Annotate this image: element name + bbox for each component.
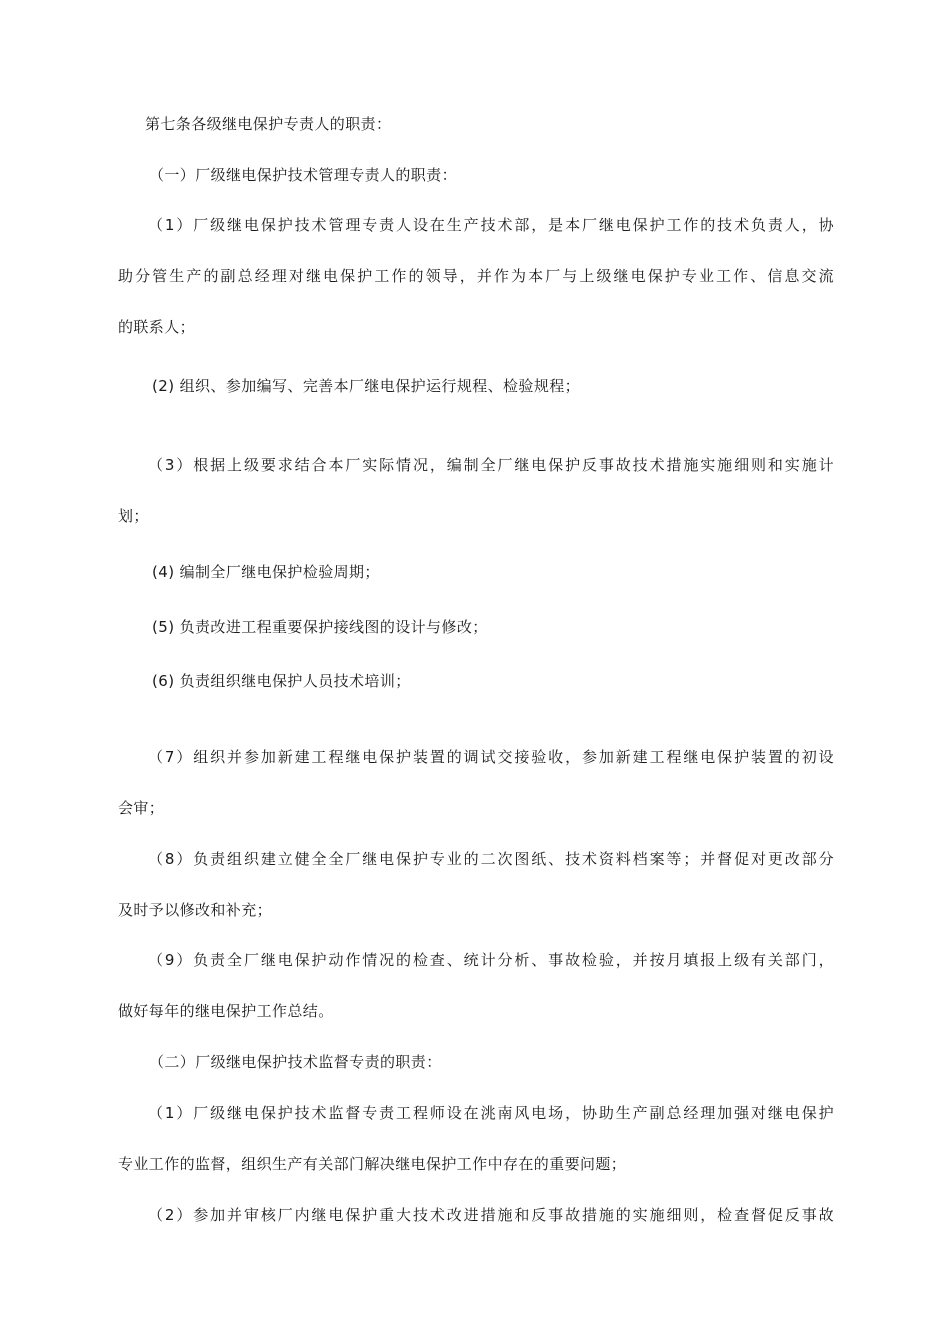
item-4-line-1: (4) 编制全厂继电保护检验周期； xyxy=(152,563,380,581)
section-1-heading: （一）厂级继电保护技术管理专责人的职责： xyxy=(149,166,458,184)
item-7-line-2: 会审； xyxy=(118,799,165,817)
item-8-line-2: 及时予以修改和补充； xyxy=(118,901,273,919)
item-9-line-2: 做好每年的继电保护工作总结。 xyxy=(118,1002,334,1020)
section-2-item-1-line-1: （1）厂级继电保护技术监督专责工程师设在洮南风电场，协助生产副总经理加强对继电保护 xyxy=(148,1104,834,1122)
item-3-line-2: 划； xyxy=(118,507,149,525)
item-1-line-1: （1）厂级继电保护技术管理专责人设在生产技术部，是本厂继电保护工作的技术负责人，协 xyxy=(148,216,834,234)
item-8-line-1: （8）负责组织建立健全全厂继电保护专业的二次图纸、技术资料档案等；并督促对更改部分 xyxy=(148,850,834,868)
item-2-line-1: (2) 组织、参加编写、完善本厂继电保护运行规程、检验规程； xyxy=(152,377,581,395)
item-1-line-3: 的联系人； xyxy=(118,318,196,336)
section-2-heading: （二）厂级继电保护技术监督专责的职责： xyxy=(149,1053,442,1071)
item-6-line-1: (6) 负责组织继电保护人员技术培训； xyxy=(152,672,411,690)
item-7-line-1: （7）组织并参加新建工程继电保护装置的调试交接验收，参加新建工程继电保护装置的初设 xyxy=(148,748,834,766)
item-9-line-1: （9）负责全厂继电保护动作情况的检查、统计分析、事故检验，并按月填报上级有关部门， xyxy=(148,951,834,969)
section-2-item-2-line-1: （2）参加并审核厂内继电保护重大技术改进措施和反事故措施的实施细则，检查督促反事故 xyxy=(148,1206,834,1224)
article-heading: 第七条各级继电保护专责人的职责： xyxy=(145,115,392,133)
item-5-line-1: (5) 负责改进工程重要保护接线图的设计与修改； xyxy=(152,618,488,636)
item-3-line-1: （3）根据上级要求结合本厂实际情况，编制全厂继电保护反事故技术措施实施细则和实施计 xyxy=(148,456,834,474)
item-1-line-2: 助分管生产的副总经理对继电保护工作的领导，并作为本厂与上级继电保护专业工作、信息交流 xyxy=(118,267,834,285)
section-2-item-1-line-2: 专业工作的监督，组织生产有关部门解决继电保护工作中存在的重要问题； xyxy=(118,1155,627,1173)
